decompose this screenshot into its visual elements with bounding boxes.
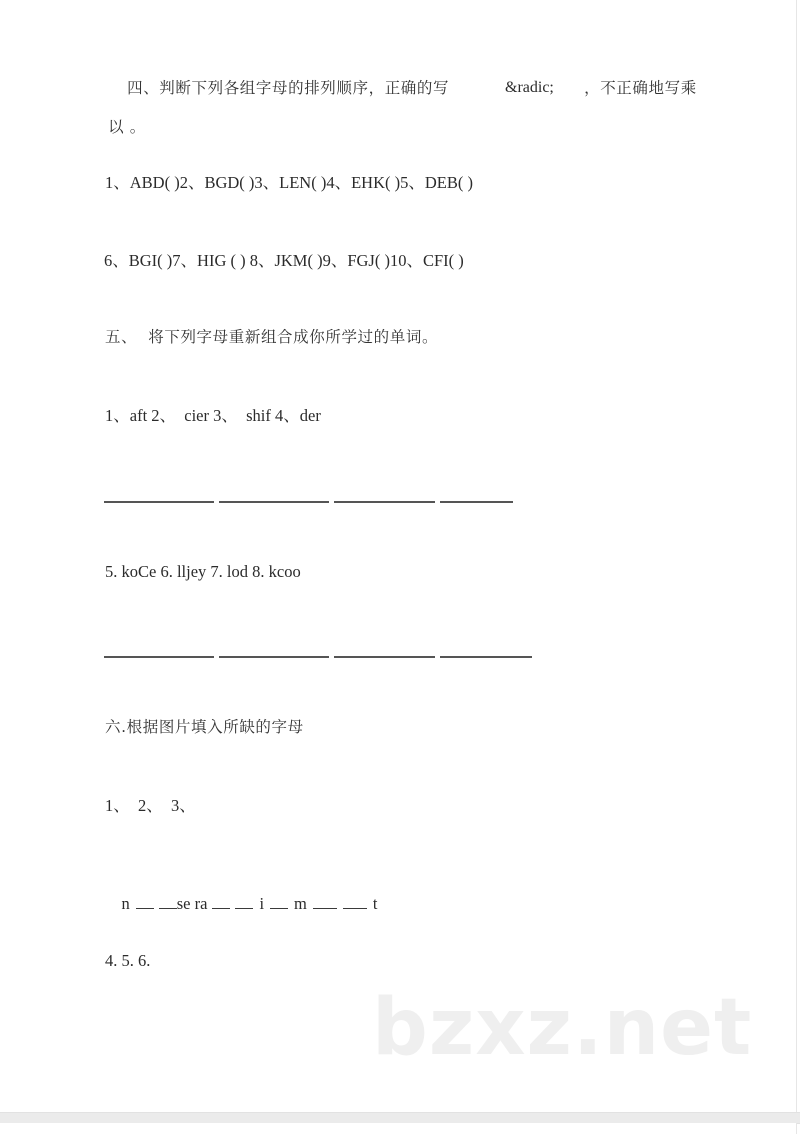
- answer-blanks-row-1: [0, 501, 796, 503]
- answer-blanks-row-2: [0, 656, 796, 658]
- section-5-row-2: 5. koCe 6. lljey 7. lod 8. kcoo: [105, 562, 301, 581]
- section-4-heading: [105, 58, 449, 118]
- letters-se-ra: se ra: [176, 894, 208, 913]
- letter-blank[interactable]: [136, 895, 154, 909]
- letter-blank[interactable]: [235, 895, 253, 909]
- section-6-heading: 六.根据图片填入所缺的字母: [105, 718, 304, 736]
- letter-n: n: [121, 894, 130, 913]
- section-4-heading-continued: [562, 58, 697, 118]
- section-4-heading-text: 四、判断下列各组字母的排列顺序，正确的写: [127, 79, 450, 97]
- fill-in-letters-line: [105, 874, 377, 934]
- section-4-heading-line-2-text: 以 。: [108, 118, 146, 136]
- letter-blank[interactable]: [212, 895, 230, 909]
- letter-blank[interactable]: [270, 895, 288, 909]
- answer-blank[interactable]: [104, 501, 214, 503]
- answer-blank[interactable]: [440, 501, 513, 503]
- answer-blank[interactable]: [334, 656, 435, 658]
- letter-i: i: [259, 894, 265, 913]
- section-4-heading-line-2: [86, 97, 146, 157]
- watermark-text: bzxz.net: [372, 983, 753, 1073]
- answer-blank[interactable]: [334, 501, 435, 503]
- answer-blank[interactable]: [440, 656, 532, 658]
- answer-blank[interactable]: [104, 656, 214, 658]
- letter-blank[interactable]: [313, 895, 337, 909]
- section-4-row-2: 6、BGI( )7、HIG ( ) 8、JKM( )9、FGJ( )10、CFI( ): [104, 251, 464, 270]
- section-6-numbers-row-1: 1、 2、 3、: [105, 796, 196, 815]
- section-4-heading-text-2: ，不正确地写乘: [584, 79, 697, 97]
- section-6-numbers-row-2: 4. 5. 6.: [105, 951, 151, 970]
- section-5-heading: 五、 将下列字母重新组合成你所学过的单词。: [105, 328, 439, 346]
- radic-symbol-text: &radic;: [505, 79, 554, 96]
- answer-blank[interactable]: [219, 501, 329, 503]
- letter-blank[interactable]: [343, 895, 367, 909]
- section-4-row-1: 1、ABD( )2、BGD( )3、LEN( )4、EHK( )5、DEB( ): [105, 173, 473, 192]
- next-page-edge: [0, 1123, 797, 1134]
- letter-t: t: [372, 894, 378, 913]
- letter-blank[interactable]: [159, 895, 177, 909]
- letter-m: m: [294, 894, 307, 913]
- answer-blank[interactable]: [219, 656, 329, 658]
- radic-entity-text: [489, 58, 554, 118]
- section-5-row-1: 1、aft 2、 cier 3、 shif 4、der: [105, 406, 321, 425]
